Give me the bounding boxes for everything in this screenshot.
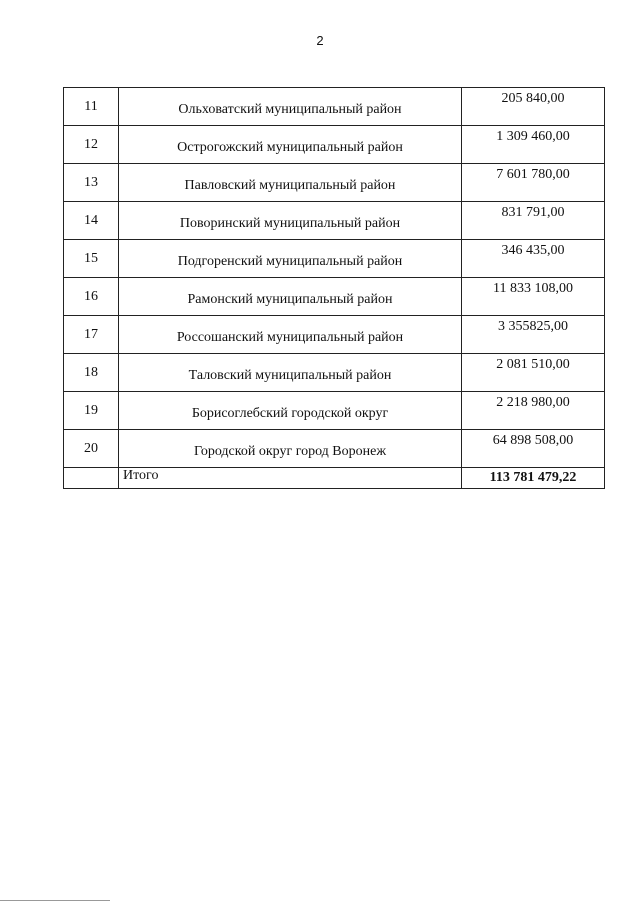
total-label: Итого (119, 468, 462, 489)
total-row (64, 468, 605, 489)
row-number: 12 (64, 126, 119, 164)
row-number: 18 (64, 354, 119, 392)
row-number: 11 (64, 88, 119, 126)
amount-value: 7 601 780,00 (462, 164, 605, 202)
amount-value: 2 081 510,00 (462, 354, 605, 392)
municipality-name: Борисоглебский городской округ (119, 392, 462, 430)
footer-rule (0, 900, 110, 901)
total-amount: 113 781 479,22 (462, 468, 605, 489)
row-number: 20 (64, 430, 119, 468)
table-row (64, 202, 605, 240)
municipality-name: Павловский муниципальный район (119, 164, 462, 202)
municipality-name: Рамонский муниципальный район (119, 278, 462, 316)
row-number: 15 (64, 240, 119, 278)
table-row (64, 126, 605, 164)
amount-value: 346 435,00 (462, 240, 605, 278)
table-row (64, 278, 605, 316)
row-number: 14 (64, 202, 119, 240)
municipality-name: Поворинский муниципальный район (119, 202, 462, 240)
row-number: 16 (64, 278, 119, 316)
municipality-name: Россошанский муниципальный район (119, 316, 462, 354)
allocation-table (63, 87, 605, 489)
table-row (64, 164, 605, 202)
municipality-name: Ольховатский муниципальный район (119, 88, 462, 126)
amount-value: 2 218 980,00 (462, 392, 605, 430)
municipality-name: Подгоренский муниципальный район (119, 240, 462, 278)
row-number: 13 (64, 164, 119, 202)
amount-value: 205 840,00 (462, 88, 605, 126)
table-row (64, 392, 605, 430)
municipality-name: Острогожский муниципальный район (119, 126, 462, 164)
municipality-name: Городской округ город Воронеж (119, 430, 462, 468)
amount-value: 831 791,00 (462, 202, 605, 240)
row-number: 17 (64, 316, 119, 354)
amount-value: 64 898 508,00 (462, 430, 605, 468)
row-number: 19 (64, 392, 119, 430)
amount-value: 1 309 460,00 (462, 126, 605, 164)
amount-value: 11 833 108,00 (462, 278, 605, 316)
page-number: 2 (316, 33, 324, 48)
table-row (64, 88, 605, 126)
table-row (64, 316, 605, 354)
table-row (64, 354, 605, 392)
amount-value: 3 355825,00 (462, 316, 605, 354)
table-row (64, 430, 605, 468)
municipality-name: Таловский муниципальный район (119, 354, 462, 392)
total-empty-cell (64, 468, 119, 489)
table-row (64, 240, 605, 278)
